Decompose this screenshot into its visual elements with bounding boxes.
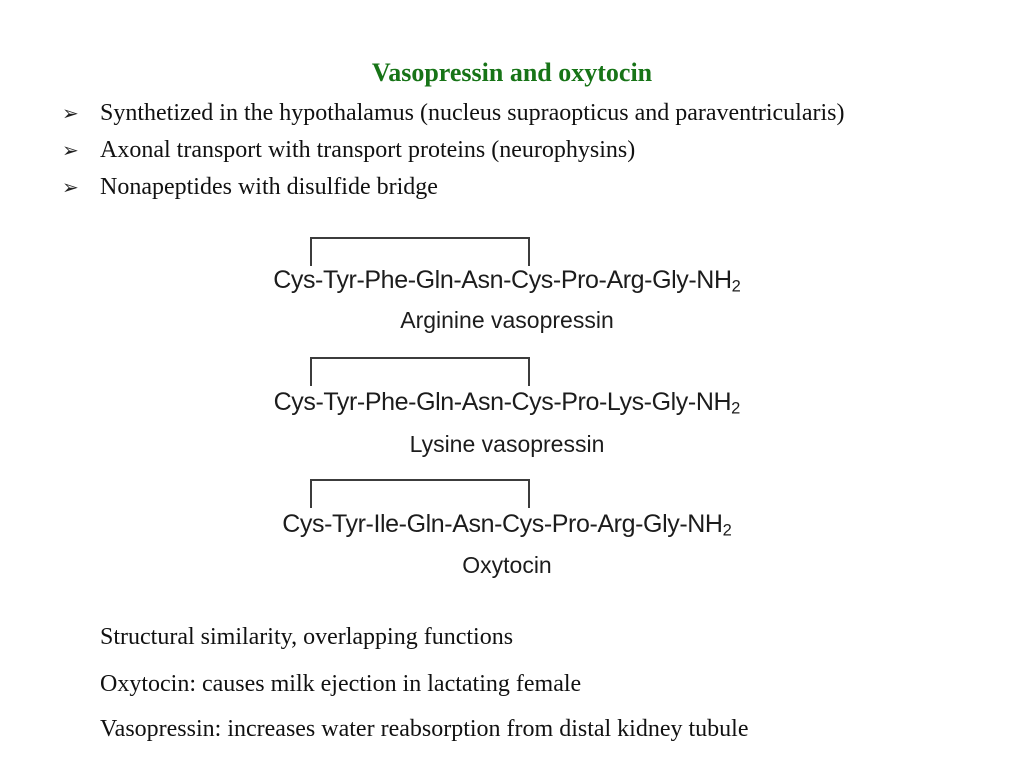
bullet-item [62,135,1002,165]
note-line: Oxytocin: causes milk ejection in lactating female [100,671,582,697]
sequence-text: Cys-Tyr-Phe-Gln-Asn-Cys-Pro-Arg-Gly-NH [273,266,732,294]
peptide-caption: Oxytocin [462,552,552,578]
arrow-bullet-icon: ➢ [62,101,79,125]
sequence-subscript: 2 [722,521,732,540]
sequence-subscript: 2 [731,399,741,418]
peptide-sequence [0,268,1014,295]
slide-title: Vasopressin and oxytocin [371,58,653,87]
peptide-sequence [0,512,1014,539]
bullet-item [62,98,1002,128]
peptide-sequence [0,390,1014,417]
peptide-caption: Arginine vasopressin [400,307,614,333]
disulfide-bridge-bracket [310,479,530,508]
bullet-text: Axonal transport with transport proteins (neurophysins) [100,137,636,163]
arrow-bullet-icon: ➢ [62,175,79,199]
note-line: Vasopressin: increases water reabsorption from distal kidney tubule [100,716,749,742]
sequence-subscript: 2 [731,277,741,296]
peptide-caption: Lysine vasopressin [409,431,605,457]
bullet-text: Nonapeptides with disulfide bridge [100,174,438,200]
sequence-text: Cys-Tyr-Ile-Gln-Asn-Cys-Pro-Arg-Gly-NH [282,510,723,538]
disulfide-bridge-bracket [310,237,530,266]
disulfide-bridge-bracket [310,357,530,386]
sequence-text: Cys-Tyr-Phe-Gln-Asn-Cys-Pro-Lys-Gly-NH [273,388,732,416]
arrow-bullet-icon: ➢ [62,138,79,162]
bullet-text: Synthetized in the hypothalamus (nucleus supraopticus and paraventricularis) [100,100,845,126]
note-line: Structural similarity, overlapping functions [100,624,514,650]
bullet-item [62,172,1002,202]
